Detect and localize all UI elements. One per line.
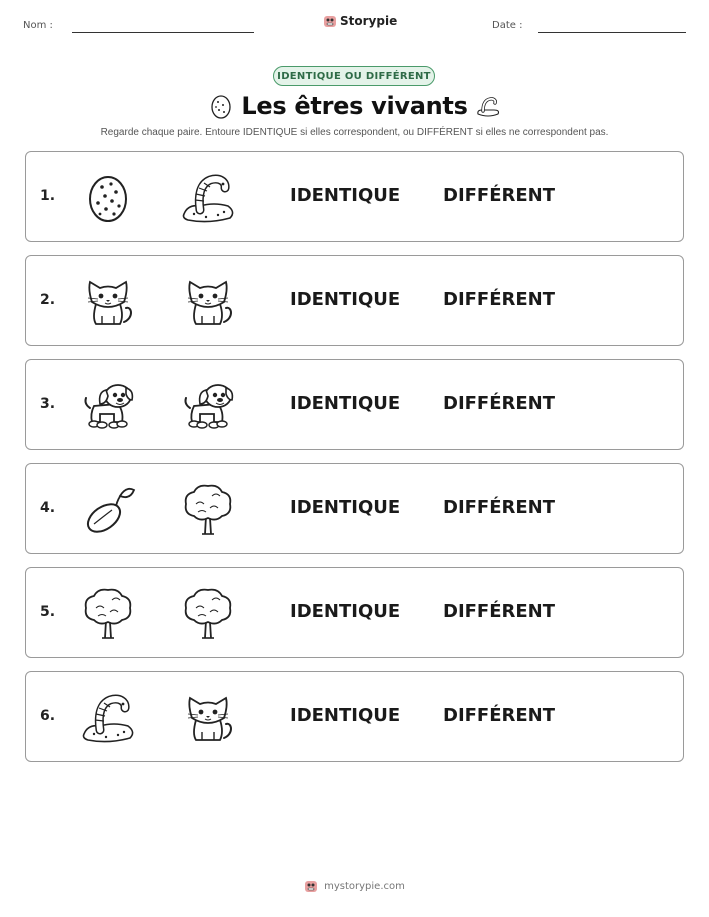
row-number: 1.: [40, 188, 56, 204]
instructions: Regarde chaque paire. Entoure IDENTIQUE si elles correspondent, ou DIFFÉRENT si elles ne correspondent pas.: [100, 127, 609, 138]
brand-name: Storypie: [340, 14, 398, 28]
egg-icon: [80, 170, 136, 226]
worm-icon: [180, 170, 236, 226]
row-number: 3.: [40, 396, 56, 412]
date-field-line[interactable]: [538, 32, 686, 33]
row-number: 2.: [40, 292, 56, 308]
pair-row-4: [25, 463, 684, 554]
puppy-icon: [180, 378, 236, 434]
different-option[interactable]: DIFFÉRENT: [443, 497, 556, 518]
identique-option[interactable]: IDENTIQUE: [290, 185, 401, 206]
brand-logo: [323, 14, 397, 28]
identique-option[interactable]: IDENTIQUE: [290, 705, 401, 726]
identique-option[interactable]: IDENTIQUE: [290, 601, 401, 622]
row-number: 6.: [40, 708, 56, 724]
different-option[interactable]: DIFFÉRENT: [443, 601, 556, 622]
worksheet-type-badge: IDENTIQUE OU DIFFÉRENT: [273, 66, 435, 86]
pair-row-1: [25, 151, 684, 242]
identique-option[interactable]: IDENTIQUE: [290, 393, 401, 414]
identique-option[interactable]: IDENTIQUE: [290, 497, 401, 518]
worm-icon: [80, 690, 136, 746]
seed-icon: [80, 482, 136, 538]
different-option[interactable]: DIFFÉRENT: [443, 289, 556, 310]
tree-icon: [80, 586, 136, 642]
different-option[interactable]: DIFFÉRENT: [443, 393, 556, 414]
identique-option[interactable]: IDENTIQUE: [290, 289, 401, 310]
name-label: Nom :: [23, 20, 53, 31]
row-number: 4.: [40, 500, 56, 516]
different-option[interactable]: DIFFÉRENT: [443, 705, 556, 726]
puppy-icon: [80, 378, 136, 434]
storypie-logo-icon: [323, 14, 337, 28]
storypie-logo-icon: [304, 879, 318, 893]
page-title: Les êtres vivants: [241, 92, 468, 120]
pair-row-5: [25, 567, 684, 658]
worm-icon: [474, 94, 502, 118]
row-number: 5.: [40, 604, 56, 620]
cat-icon: [180, 274, 236, 330]
tree-icon: [180, 482, 236, 538]
pair-row-6: [25, 671, 684, 762]
pair-row-2: [25, 255, 684, 346]
footer-url[interactable]: mystorypie.com: [324, 880, 405, 892]
cat-icon: [80, 274, 136, 330]
cat-icon: [180, 690, 236, 746]
footer: [0, 879, 709, 893]
tree-icon: [180, 586, 236, 642]
date-label: Date :: [492, 20, 523, 31]
name-field-line[interactable]: [72, 32, 254, 33]
different-option[interactable]: DIFFÉRENT: [443, 185, 556, 206]
pair-row-3: [25, 359, 684, 450]
